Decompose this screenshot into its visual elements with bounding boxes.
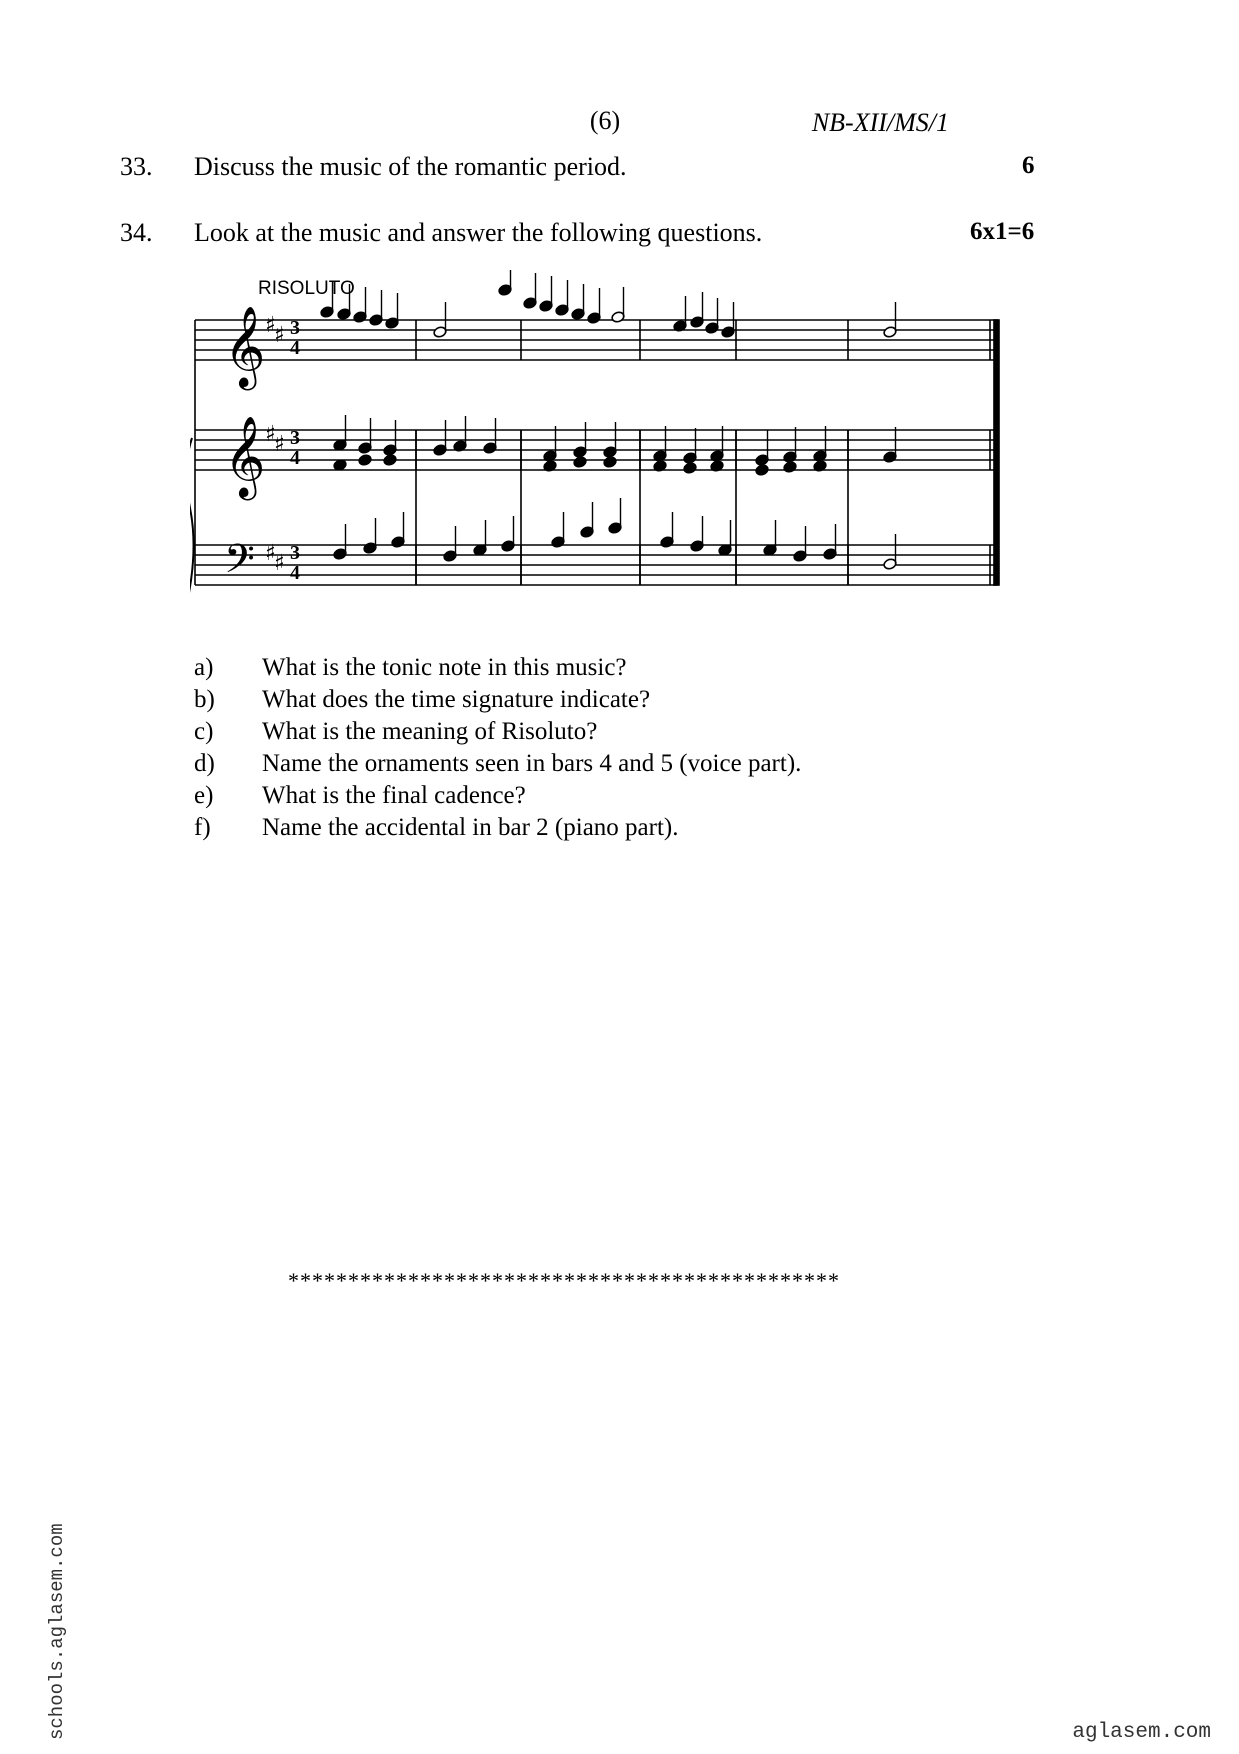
question-33-number: 33. xyxy=(120,152,153,181)
sub-question-d xyxy=(194,750,801,778)
page-number: (6) xyxy=(589,106,621,135)
sub-question-label: f) xyxy=(194,814,211,841)
sub-question-label: d) xyxy=(194,750,215,777)
note-head xyxy=(358,454,372,467)
sub-question-b xyxy=(194,686,650,714)
signatures xyxy=(224,305,300,592)
treble-clef-piano: 𝄞 xyxy=(224,415,266,497)
sub-question-text: Name the accidental in bar 2 (piano part). xyxy=(262,814,679,841)
key-sharp-3: ♯ xyxy=(265,422,276,447)
sub-question-label: a) xyxy=(194,654,214,681)
question-34-marks: 6x1=6 xyxy=(970,218,1035,245)
sub-question-text: What does the time signature indicate? xyxy=(262,686,651,713)
time-sig-top-1: 3 xyxy=(290,317,300,339)
music-score xyxy=(190,270,1010,645)
question-33-text: Discuss the music of the romantic period. xyxy=(194,152,627,181)
sub-question-label: c) xyxy=(194,718,214,745)
key-sharp-5: ♯ xyxy=(265,541,276,566)
question-34-number: 34. xyxy=(120,218,153,247)
note-head xyxy=(755,464,769,477)
sub-question-f xyxy=(194,814,678,842)
grand-staff-brace xyxy=(190,438,194,598)
notes xyxy=(320,270,897,570)
time-sig-top-3: 3 xyxy=(290,542,300,564)
note-head xyxy=(683,462,697,475)
tempo-marking: RISOLUTO xyxy=(258,278,355,299)
time-sig-bottom-3: 4 xyxy=(290,562,300,584)
key-sharp-4: ♯ xyxy=(274,432,285,457)
key-sharp-6: ♯ xyxy=(274,551,285,576)
treble-clef-voice: 𝄞 xyxy=(224,305,266,387)
note-head xyxy=(783,461,797,474)
time-sig-bottom-1: 4 xyxy=(290,337,300,359)
key-sharp-2: ♯ xyxy=(274,323,285,348)
time-sig-bottom-2: 4 xyxy=(290,447,300,469)
sub-question-c xyxy=(194,718,597,746)
question-34-text: Look at the music and answer the following questions. xyxy=(194,218,763,247)
sub-question-e xyxy=(194,782,526,810)
bass-clef: 𝄢 xyxy=(224,536,255,592)
final-barline xyxy=(994,320,999,585)
sub-question-text: What is the tonic note in this music? xyxy=(262,654,627,681)
sub-question-label: e) xyxy=(194,782,214,809)
note-head xyxy=(603,456,617,469)
note-head xyxy=(383,454,397,467)
sub-question-label: b) xyxy=(194,686,215,713)
end-divider: ********************************************** xyxy=(288,1268,840,1293)
time-sig-top-2: 3 xyxy=(290,427,300,449)
sub-question-text: What is the final cadence? xyxy=(262,782,526,809)
sub-question-text: What is the meaning of Risoluto? xyxy=(262,718,598,745)
staves xyxy=(195,320,998,585)
sub-question-text: Name the ornaments seen in bars 4 and 5 (voice part). xyxy=(262,750,802,777)
footer-watermark: aglasem.com xyxy=(1072,1721,1211,1744)
sub-question-a xyxy=(194,654,627,682)
side-watermark: schools.aglasem.com xyxy=(46,1523,68,1740)
question-33-marks: 6 xyxy=(1022,152,1035,179)
paper-code: NB-XII/MS/1 xyxy=(811,108,949,137)
note-head xyxy=(573,456,587,469)
key-sharp-1: ♯ xyxy=(265,313,276,338)
